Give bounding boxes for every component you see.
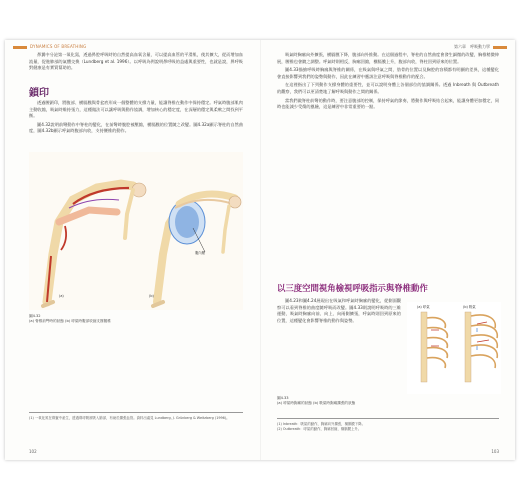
figure-number: 圖4.32 xyxy=(29,314,41,318)
ribcage-illustration xyxy=(407,302,501,394)
ribcage-figure xyxy=(407,302,501,394)
running-head-accent-bar xyxy=(493,46,507,49)
body-paragraph: 圖4.23和圖4.24展現出在吸氣和呼氣時胸廓的變化，從側面觀察可以看到脊椎的曲度隨呼吸而改變。圖4.33則說明呼吸時的三維運動，吸氣時胸廓向前、向上、向兩側擴張，呼氣時則回到原來的位置，這種變化會影響脊椎的動作與姿勢。 xyxy=(277,298,401,323)
footnote-rule xyxy=(277,418,499,419)
figure-number: 圖4.33 xyxy=(277,396,289,400)
right-page-number: 103 xyxy=(491,449,499,454)
anatomy-illustration xyxy=(29,152,243,310)
figure-label-a: (a) xyxy=(59,294,64,298)
anatomy-figure-forward-bend xyxy=(29,152,243,310)
figure-caption-text: (a) 脊椎前彎時的狀態 (b) 呼氣時腹部收縮支撐腰椎 xyxy=(29,319,111,324)
figure-caption-text: (a) 呼氣時胸廓的狀態 (b) 吸氣時胸廓擴張的狀態 xyxy=(277,401,356,406)
body-paragraph: 圖4.33描繪呼吸時胸廓與脊椎的關係，在吸氣與呼氣之間，肋骨的位置以及胸腔的容積都有明顯的差異，這種變化會直接影響到我們的姿勢與動作，因此在練習中應該注意呼吸與脊椎動作的配合。 xyxy=(277,67,499,79)
figure-label-b: (b) xyxy=(149,294,154,298)
figure-label-exhale: (a) 呼氣 xyxy=(417,305,430,309)
left-running-head xyxy=(13,44,86,49)
right-body-bottom xyxy=(277,298,401,326)
figure-label-inhale: (b) 吸氣 xyxy=(463,305,476,309)
footnote-rule xyxy=(29,412,243,413)
right-body-top xyxy=(277,52,499,113)
figure-label-pressure: 腹內壓 xyxy=(195,251,206,255)
left-page xyxy=(5,40,260,460)
running-head-accent-bar xyxy=(13,46,27,49)
right-figure-caption xyxy=(277,396,499,406)
left-footnote: (1) 一氧化氮在鼻竇中產生，透過鼻呼吸被吸入肺部，有助於擴張血管。資料出處見 Lundberg, J. Grünberg & Weitzberg (1996)。 xyxy=(29,416,230,420)
body-paragraph: 吸氣時胸廓向外擴張，橫膈膜下降，腹部向外推動。在這個過程中，脊柱的自然曲度會發生細微的改變，胸椎稍微伸展，腰椎也會隨之調整。呼氣時則相反，胸廓回縮，橫膈膜上升，腹部內收，脊柱回到原來的位置。 xyxy=(277,52,499,64)
book-spread xyxy=(5,40,515,460)
right-footnotes xyxy=(277,422,499,432)
footnote-item: (1) Inbreath：吸氣的動作，胸廓向外擴張，橫膈膜下降。 xyxy=(277,422,365,426)
body-paragraph: 透過腰鎖印，將腹部、橫膈膜與骨盆底形成一個整體的支撐力量，能讓脊椎在動作中保持穩定。呼氣時腹部肌肉主動收縮，吸氣時維持張力，這種做法可以讓呼吸與動作協調，增加核心的穩定度，在深層的穩定與柔軟之間找到平衡。 xyxy=(29,100,243,119)
body-paragraph: 當我們做脊柱前彎的動作時，要注意腹部的控制，保持呼氣的節奏，將動作與呼吸結合起來，能讓身體更加穩定，同時也能減少受傷的風險，這是練習中非常重要的一點。 xyxy=(277,97,499,110)
section-title-3d: 以三度空間視角檢視呼吸指示與脊椎動作 xyxy=(277,283,428,293)
right-page xyxy=(261,40,515,460)
left-body xyxy=(29,100,243,137)
footnote-item: (2) Outbreath：呼氣的動作，胸廓回縮，橫膈膜上升。 xyxy=(277,427,362,431)
left-page-number: 102 xyxy=(29,449,37,454)
left-figure-caption xyxy=(29,314,243,324)
ribcage-inhale xyxy=(465,312,497,382)
body-paragraph: 在這裡指出了下列動作支撐身體的重要性，並可以說明身體上各個部位的協調關係。透過 Inbreath 與 Outbreath 的觀察，我們可以更清楚地了解呼吸與動作之間的關係。 xyxy=(277,82,499,94)
body-paragraph: 圖4.32說明前彎動作中脊柱的變化，在前彎時腹腔被壓縮，橫膈膜的位置隨之改變。圖4.32a顯示脊柱的自然曲度，圖4.32b顯示呼氣時腹部內收，支持腰椎的動作。 xyxy=(29,121,243,134)
section-title-lock: 鎖印 xyxy=(29,88,49,99)
left-intro xyxy=(29,52,243,74)
intro-paragraph: 鼻翼中分泌第一氧化氮，透過鼻腔呼吸時的自然提高血氧含量，可以提高血管的平滑肌，使其擴大，從而增加血流量，促進肺部的氣體交換（Lundberg et al. 1996）。以呼吸為例說明鼻呼吸的益處與重要性，也就是說，鼻呼吸對健康是有實質幫助的。 xyxy=(29,52,243,71)
right-running-head xyxy=(454,44,507,50)
running-head-text: 第六章 呼吸動力學 xyxy=(454,44,490,49)
ribcage-exhale xyxy=(421,312,447,382)
running-head-text: DYNAMICS OF BREATHING xyxy=(30,44,87,49)
figure-a-skeleton xyxy=(43,183,146,306)
